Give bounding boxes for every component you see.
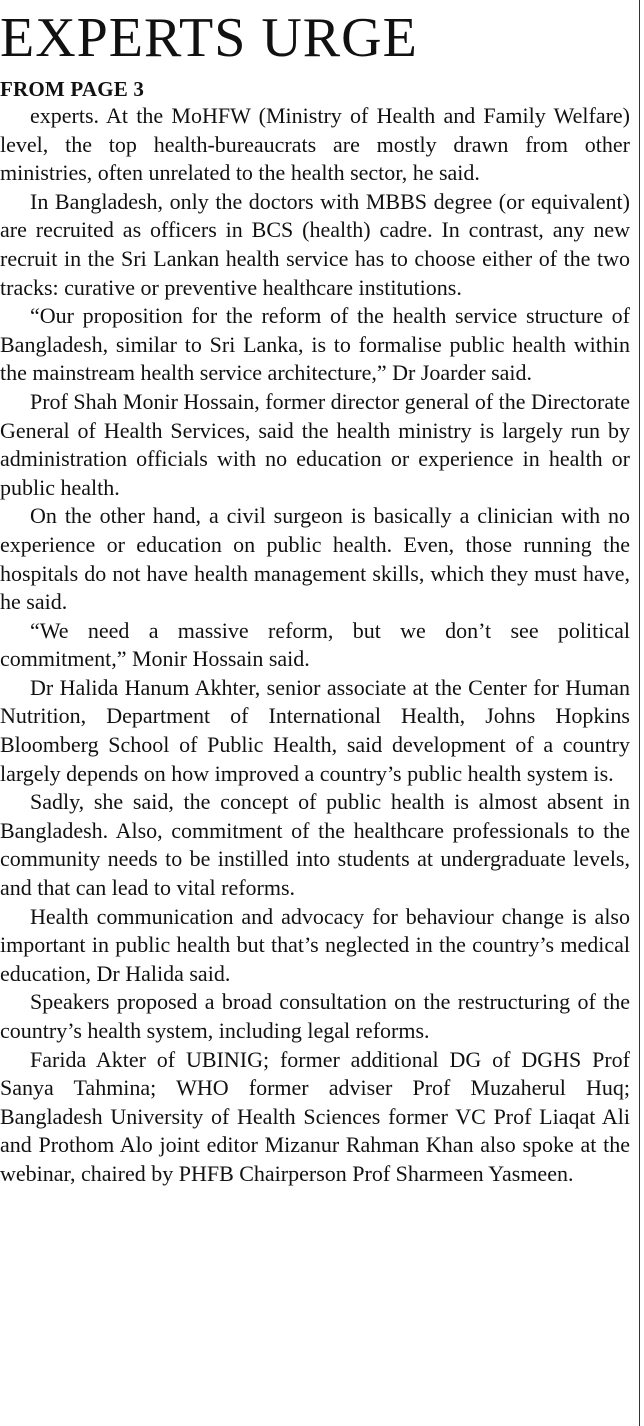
paragraph: In Bangladesh, only the doctors with MBBS degree (or equivalent) are recruited as officers in BCS (health) cadre. In contrast, any new recruit in the Sri Lankan health service has to choose either of the two tracks: curative or preventive healthcare institutions. <box>0 188 630 300</box>
paragraph: Health communication and advocacy for behaviour change is also important in public health but that’s neglected in the country’s medical education, Dr Halida said. <box>0 903 630 986</box>
article-body <box>0 102 630 1189</box>
paragraph: Dr Halida Hanum Akhter, senior associate at the Center for Human Nutrition, Department of International Health, Johns Hopkins Bloomberg School of Public Health, said development of a country largely depends on how improved a country’s public health system is. <box>0 674 630 786</box>
paragraph: “Our proposition for the reform of the health service structure of Bangladesh, similar to Sri Lanka, is to formalise public health within the mainstream health service architecture,” Dr Joarder said. <box>0 303 630 386</box>
paragraph: On the other hand, a civil surgeon is basically a clinician with no experience or education on public health. Even, those running the hospitals do not have health management skills, which they must have, he said. <box>0 503 630 615</box>
paragraph: experts. At the MoHFW (Ministry of Health and Family Welfare) level, the top health-bureaucrats are mostly drawn from other ministries, often unrelated to the health sector, he said. <box>0 103 630 186</box>
paragraph: “We need a massive reform, but we don’t see political commitment,” Monir Hossain said. <box>0 617 630 672</box>
column-divider <box>639 0 640 1426</box>
jump-line: FROM PAGE 3 <box>0 77 145 101</box>
paragraph: Speakers proposed a broad consultation on the restructuring of the country’s health system, including legal reforms. <box>0 989 630 1043</box>
paragraph: Prof Shah Monir Hossain, former director general of the Directorate General of Health Services, said the health ministry is largely run by administration officials with no education or experience in health or public health. <box>0 388 630 500</box>
paragraph: Farida Akter of UBINIG; former additional DG of DGHS Prof Sanya Tahmina; WHO former adviser Prof Muzaherul Huq; Bangladesh University of Health Sciences former VC Prof Liaqat Ali and Prothom Alo joint editor Mizanur Rahman Khan also spoke at the webinar, chaired by PHFB Chairperson Prof Sharmeen Yasmeen. <box>0 1046 630 1186</box>
headline: EXPERTS URGE <box>0 7 418 69</box>
paragraph: Sadly, she said, the concept of public health is almost absent in Bangladesh. Also, commitment of the healthcare professionals to the community needs to be instilled into students at undergraduate levels, and that can lead to vital reforms. <box>0 789 630 901</box>
